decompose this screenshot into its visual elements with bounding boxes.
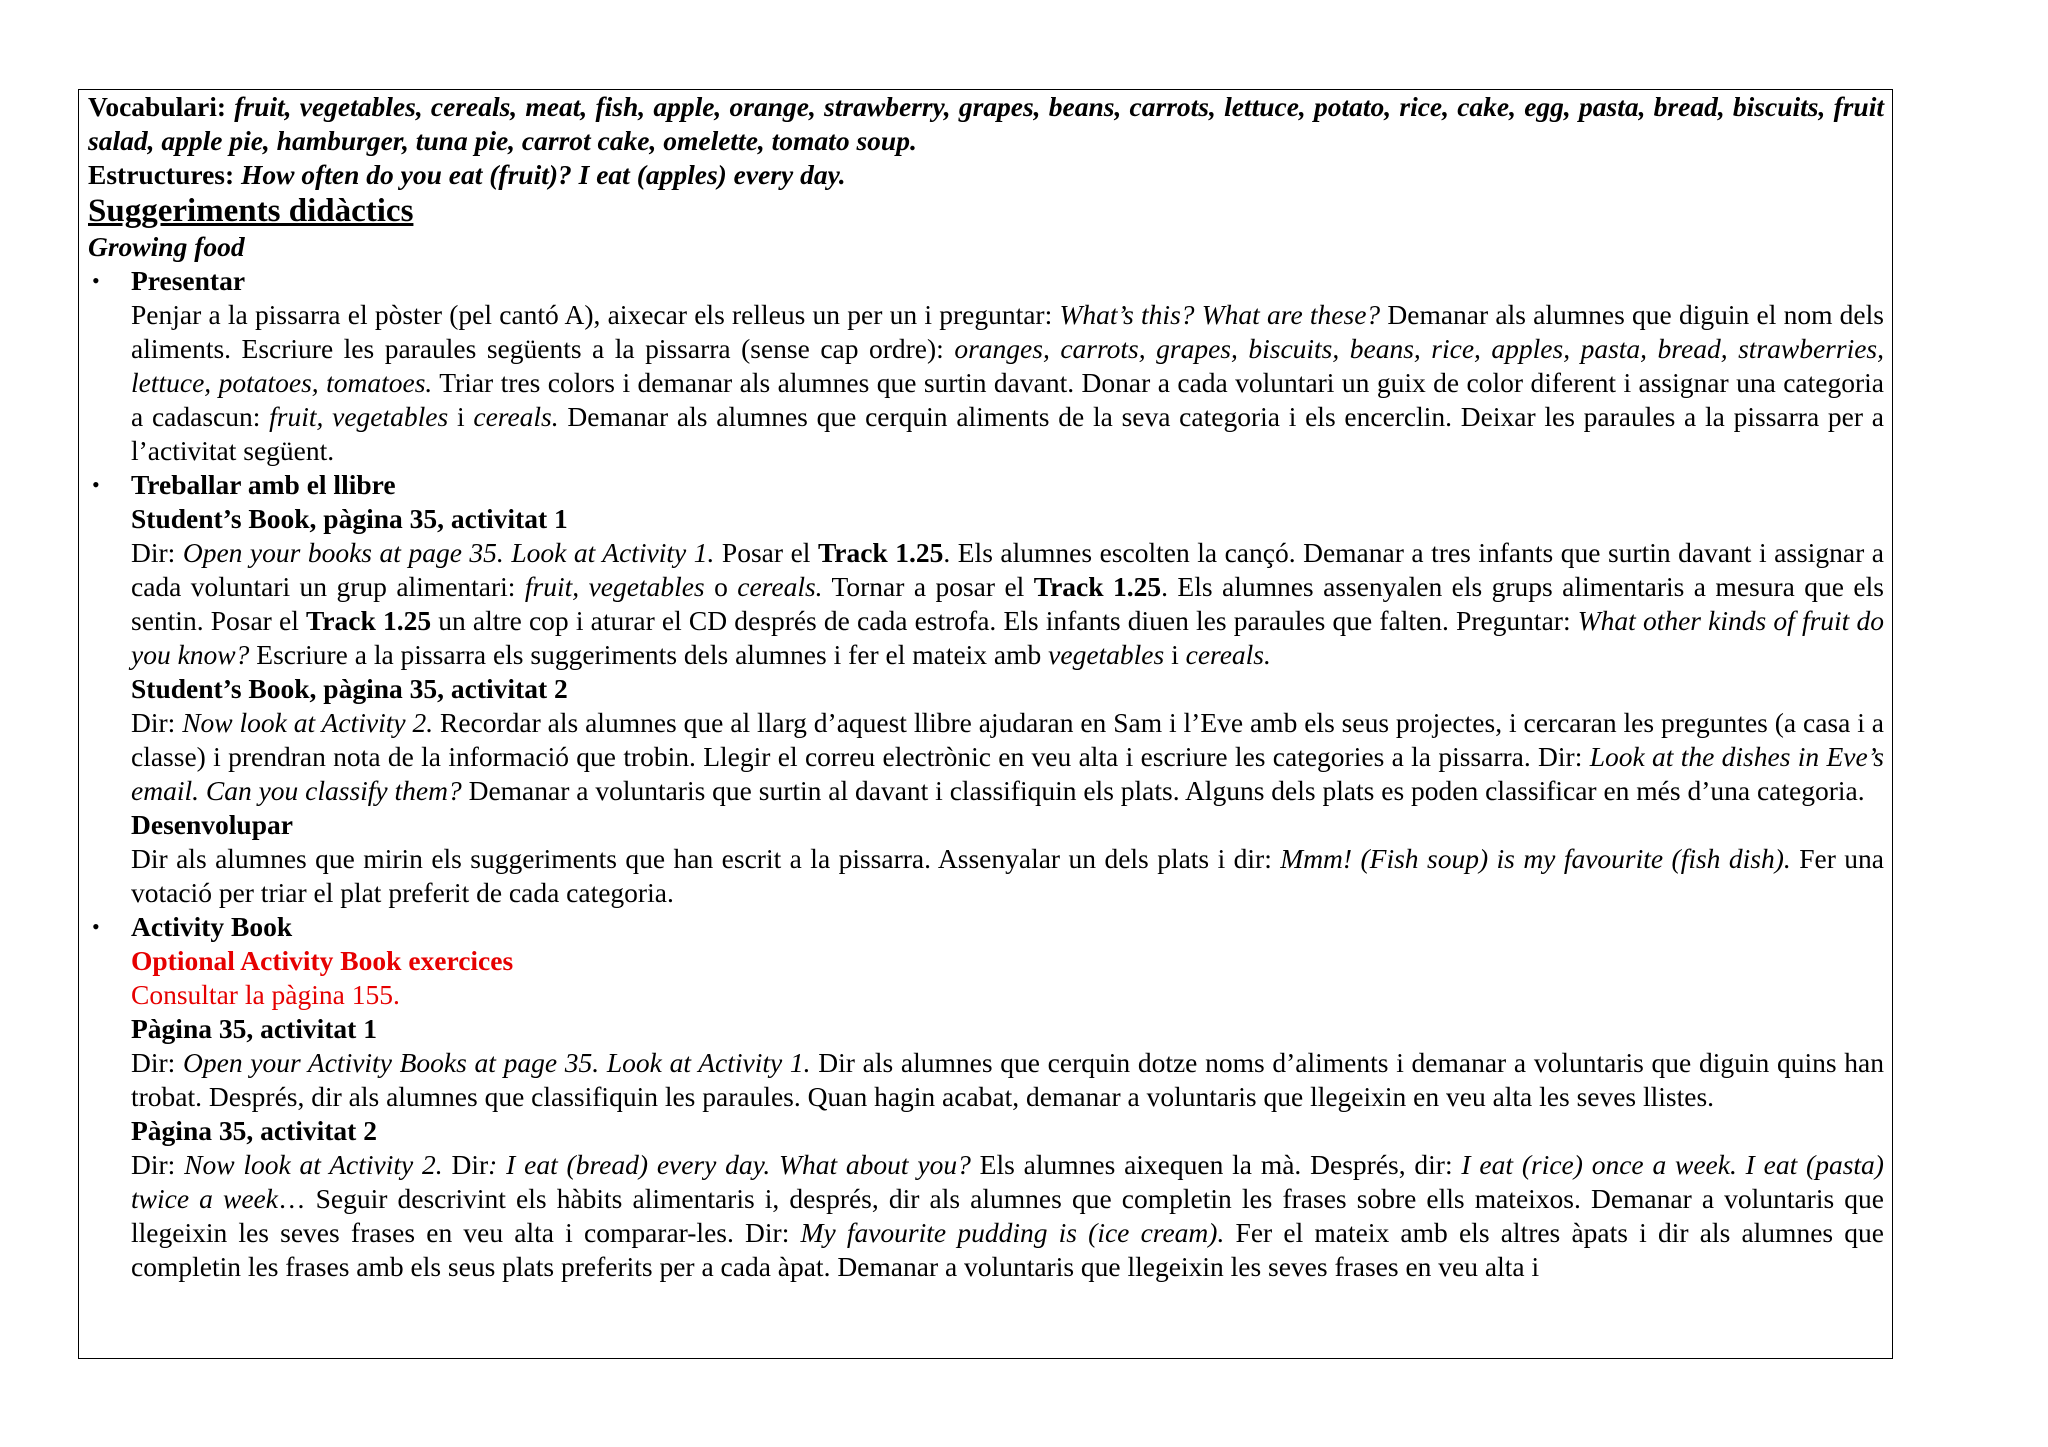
text-run: Fer el mateix amb els altres àpats i dir als alumnes que completin les frases amb els seus plats preferits per a cada àpat. Demanar a voluntaris que llegeixin les seves frases en veu alta i: [131, 1217, 1885, 1282]
presentar-text: [131, 298, 1884, 468]
italic-run: cereals.: [1185, 639, 1271, 670]
optional-exercises-text: Consultar la pàgina 155.: [131, 979, 400, 1010]
italic-run: Now look at Activity 2.: [184, 1149, 443, 1180]
unit-subheading: Growing food: [88, 231, 245, 262]
track-label: Track 1.25: [306, 605, 432, 636]
track-label: Track 1.25: [817, 537, 944, 568]
text-run: . Els alumnes assenyalen els grups alimentaris a mesura que els sentin. Posar el: [131, 571, 1884, 636]
lesson-content: [88, 90, 1884, 1284]
text-run: Demanar a voluntaris que surtin al davant i classifiquin els plats. Alguns dels plats es poden classificar en més d’una categoria.: [461, 775, 1865, 806]
structures-label: Estructures:: [88, 159, 235, 190]
italic-run: Look at the dishes in Eve’s email. Can you classify them?: [131, 741, 1885, 806]
bullet-activity-book: [88, 910, 1884, 1284]
sb1-text: [131, 536, 1884, 672]
ab-p1-title: Pàgina 35, activitat 1: [131, 1013, 377, 1044]
italic-run: vegetables: [1048, 639, 1165, 670]
italic-run: cereals.: [737, 571, 823, 602]
italic-run: What other kinds of fruit do you know?: [131, 605, 1884, 670]
italic-run: What’s this? What are these?: [1059, 299, 1381, 330]
text-run: … Seguir descrivint els hàbits alimentaris i, després, dir als alumnes que completin les frases sobre ells mateixos. Demanar a voluntaris que llegeixin les seves frases en veu alta i comparar-les. Dir:: [131, 1183, 1884, 1248]
text-run: Posar el: [714, 537, 818, 568]
vocabulary-label: Vocabulari:: [88, 91, 227, 122]
structures-line: [88, 158, 1884, 192]
text-run: Dir:: [131, 537, 183, 568]
italic-run: oranges, carrots, grapes, biscuits, beans, rice, apples, pasta, bread, strawberries, lettuce, potatoes, tomatoes.: [131, 333, 1884, 398]
text-run: Recordar als alumnes que al llarg d’aquest llibre ajudaran en Sam i l’Eve amb els seus projectes, i cercaran les preguntes (a casa i a classe) i prendran nota de la informació que trobin. Llegir el correu electrònic en veu alta i escriure les categories a la pissarra. Dir:: [131, 707, 1884, 772]
text-run: . Els alumnes escolten la cançó. Demanar a tres infants que surtin davant i assignar a cada voluntari un grup alimentari:: [131, 537, 1884, 602]
vocabulary-words: fruit, vegetables, cereals, meat, fish, apple, orange, strawberry, grapes, beans, carrots, lettuce, potato, rice, cake, egg, pasta, bread, biscuits, fruit salad, apple pie, hamburger, tuna pie, carrot cake, omelette, tomato soup.: [88, 91, 1884, 156]
ab-p1-text: [131, 1046, 1884, 1114]
text-run: Dir:: [131, 707, 183, 738]
bullet-presentar: [88, 264, 1884, 468]
desenvolupar-text: [131, 842, 1884, 910]
italic-run: My favourite pudding is (ice cream).: [800, 1217, 1225, 1248]
activity-book-title: Activity Book: [131, 911, 293, 942]
ab-p2-title: Pàgina 35, activitat 2: [131, 1115, 377, 1146]
text-run: Demanar als alumnes que diguin el nom dels aliments. Escriure les paraules següents a la pissarra (sense cap ordre):: [131, 299, 1884, 364]
text-run: Els alumnes aixequen la mà. Després, dir:: [970, 1149, 1462, 1180]
sb1-title: Student’s Book, pàgina 35, activitat 1: [131, 503, 568, 534]
desenvolupar-title: Desenvolupar: [131, 809, 293, 840]
italic-run: fruit, vegetables: [269, 401, 449, 432]
treballar-title: Treballar amb el llibre: [131, 469, 396, 500]
italic-run: Now look at Activity 2.: [182, 707, 434, 738]
bullet-dot: •: [92, 914, 100, 939]
text-run: i: [448, 401, 474, 432]
italic-run: : I eat (bread) every day. What about you?: [488, 1149, 971, 1180]
ab-p2-text: [131, 1148, 1884, 1284]
lesson-notes-box: [78, 89, 1893, 1359]
italic-run: Mmm! (Fish soup) is my favourite (fish dish).: [1280, 843, 1791, 874]
text-run: Tornar a posar el: [822, 571, 1034, 602]
text-run: o: [704, 571, 738, 602]
italic-run: Open your Activity Books at page 35. Look at Activity 1.: [183, 1047, 811, 1078]
text-run: Dir als alumnes que cerquin dotze noms d’aliments i demanar a voluntaris que diguin quins han trobat. Després, dir als alumnes que classifiquin les paraules. Quan hagin acabat, demanar a voluntaris que llegeixin en veu alta les seves llistes.: [131, 1047, 1884, 1112]
text-run: un altre cop i aturar el CD després de cada estrofa. Els infants diuen les paraules que falten. Preguntar:: [431, 605, 1578, 636]
text-run: Fer una votació per triar el plat preferit de cada categoria.: [131, 843, 1884, 908]
track-label: Track 1.25: [1033, 571, 1162, 602]
text-run: Triar tres colors i demanar als alumnes que surtin davant. Donar a cada voluntari un guix de color diferent i assignar una categoria a cadascun:: [131, 367, 1884, 432]
text-run: Demanar als alumnes que cerquin aliments de la seva categoria i els encerclin. Deixar les paraules a la pissarra per a l’activitat següent.: [131, 401, 1884, 466]
bullet-treballar: [88, 468, 1884, 910]
sb2-title: Student’s Book, pàgina 35, activitat 2: [131, 673, 568, 704]
bullet-dot: •: [92, 472, 100, 497]
text-run: Dir als alumnes que mirin els suggeriments que han escrit a la pissarra. Assenyalar un dels plats i dir:: [131, 843, 1281, 874]
optional-exercises-title: Optional Activity Book exercices: [131, 945, 514, 976]
italic-run: cereals.: [473, 401, 559, 432]
text-run: Penjar a la pissarra el pòster (pel cantó A), aixecar els relleus un per un i preguntar:: [131, 299, 1060, 330]
italic-run: fruit, vegetables: [524, 571, 705, 602]
text-run: i: [1164, 639, 1186, 670]
structures-text: How often do you eat (fruit)? I eat (apples) every day.: [234, 159, 846, 190]
text-run: Dir:: [131, 1149, 185, 1180]
bullet-dot: •: [92, 268, 100, 293]
section-heading: Suggeriments didàctics: [88, 193, 414, 229]
sb2-text: [131, 706, 1884, 808]
presentar-title: Presentar: [131, 265, 246, 296]
italic-run: I eat (rice) once a week. I eat (pasta) twice a week: [131, 1149, 1884, 1214]
text-run: Dir:: [131, 1047, 184, 1078]
text-run: Dir: [442, 1149, 489, 1180]
italic-run: Open your books at page 35. Look at Activity 1.: [182, 537, 715, 568]
vocabulary-line: [88, 90, 1884, 158]
text-run: Escriure a la pissarra els suggeriments dels alumnes i fer el mateix amb: [249, 639, 1049, 670]
